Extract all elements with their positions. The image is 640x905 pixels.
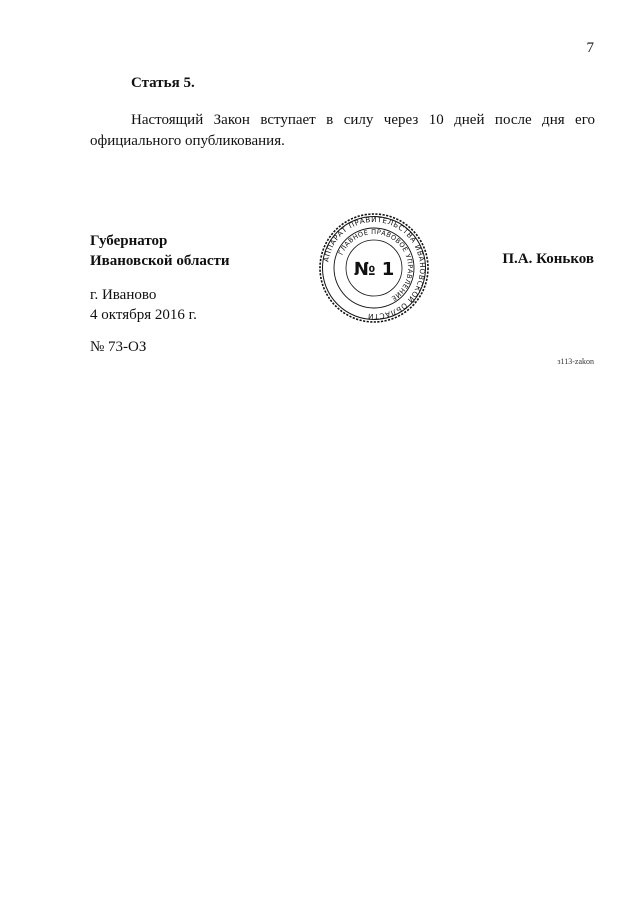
signature-position bbox=[90, 231, 230, 271]
official-stamp bbox=[318, 212, 430, 324]
position-line-1: Губернатор bbox=[90, 233, 168, 249]
stamp-inner-text: ГЛАВНОЕ ПРАВОВОЕ УПРАВЛЕНИЕ bbox=[336, 227, 415, 303]
signer-name: П.А. Коньков bbox=[502, 251, 594, 267]
article-title: Статья 5. bbox=[131, 75, 195, 91]
law-number: № 73-ОЗ bbox=[90, 339, 147, 355]
date: 4 октября 2016 г. bbox=[90, 307, 197, 323]
stamp-center-text: № 1 bbox=[353, 259, 395, 280]
file-code: з113-zakon bbox=[557, 357, 594, 366]
stamp-outer-text: АППАРАТ ПРАВИТЕЛЬСТВА ИВАНОВСКОЙ ОБЛАСТИ bbox=[321, 214, 428, 322]
position-line-2: Ивановской области bbox=[90, 253, 230, 269]
place-date bbox=[90, 285, 197, 325]
place: г. Иваново bbox=[90, 287, 157, 303]
article-text: Настоящий Закон вступает в силу через 10 дней после дня его официального опубликования. bbox=[90, 112, 595, 149]
page-number: 7 bbox=[586, 40, 594, 56]
